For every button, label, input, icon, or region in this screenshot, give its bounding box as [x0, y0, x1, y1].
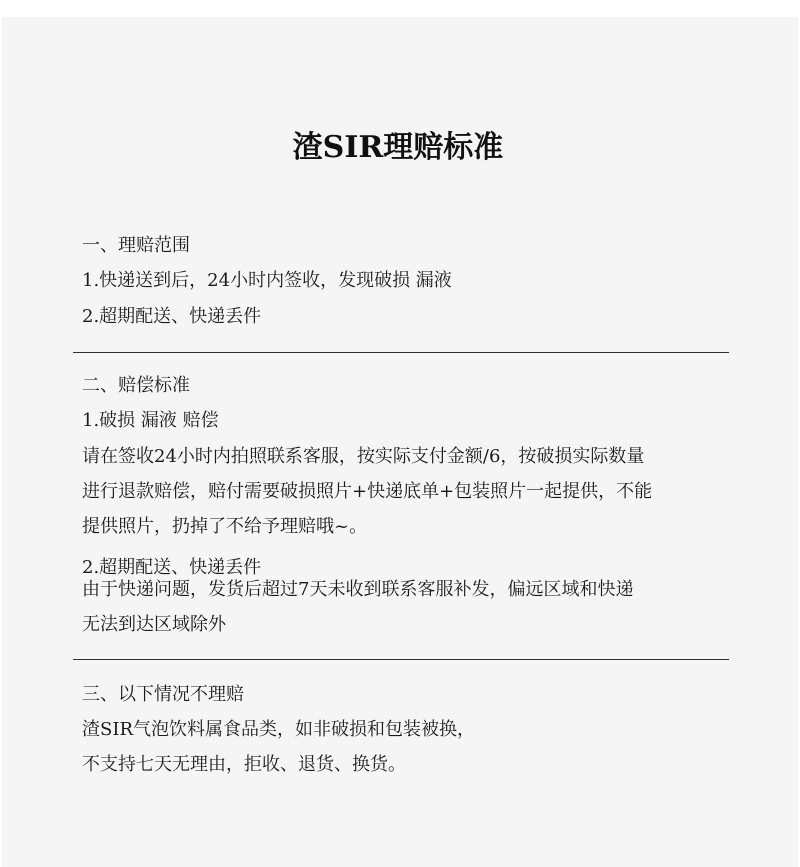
section-heading-claim-scope: 一、理赔范围	[82, 235, 190, 256]
exclusion-text-line: 不支持七天无理由，拒收、退货、换货。	[82, 754, 406, 775]
section-divider	[73, 659, 729, 660]
compensation-text-line: 请在签收24小时内拍照联系客服，按实际支付金额/6，按破损实际数量	[82, 446, 645, 467]
section-heading-compensation: 二、赔偿标准	[82, 375, 190, 396]
exclusion-text-line: 渣SIR气泡饮料属食品类，如非破损和包装被换，	[82, 719, 475, 740]
claim-scope-item: 2.超期配送、快递丢件	[82, 306, 262, 327]
compensation-text-line: 由于快递问题，发货后超过7天未收到联系客服补发，偏远区域和快递	[82, 579, 634, 600]
claim-scope-item: 1.快递送到后，24小时内签收，发现破损 漏液	[82, 270, 452, 291]
compensation-item-heading: 1.破损 漏液 赔偿	[82, 410, 219, 431]
compensation-text-line: 无法到达区域除外	[82, 614, 226, 635]
section-heading-exclusions: 三、以下情况不理赔	[82, 684, 244, 705]
compensation-text-line: 提供照片，扔掉了不给予理赔哦~。	[82, 516, 368, 537]
compensation-item-heading: 2.超期配送、快递丢件	[82, 557, 262, 578]
page-title: 渣SIR理赔标准	[292, 130, 504, 165]
section-divider	[73, 352, 729, 353]
compensation-text-line: 进行退款赔偿，赔付需要破损照片+快递底单+包装照片一起提供，不能	[82, 481, 653, 502]
